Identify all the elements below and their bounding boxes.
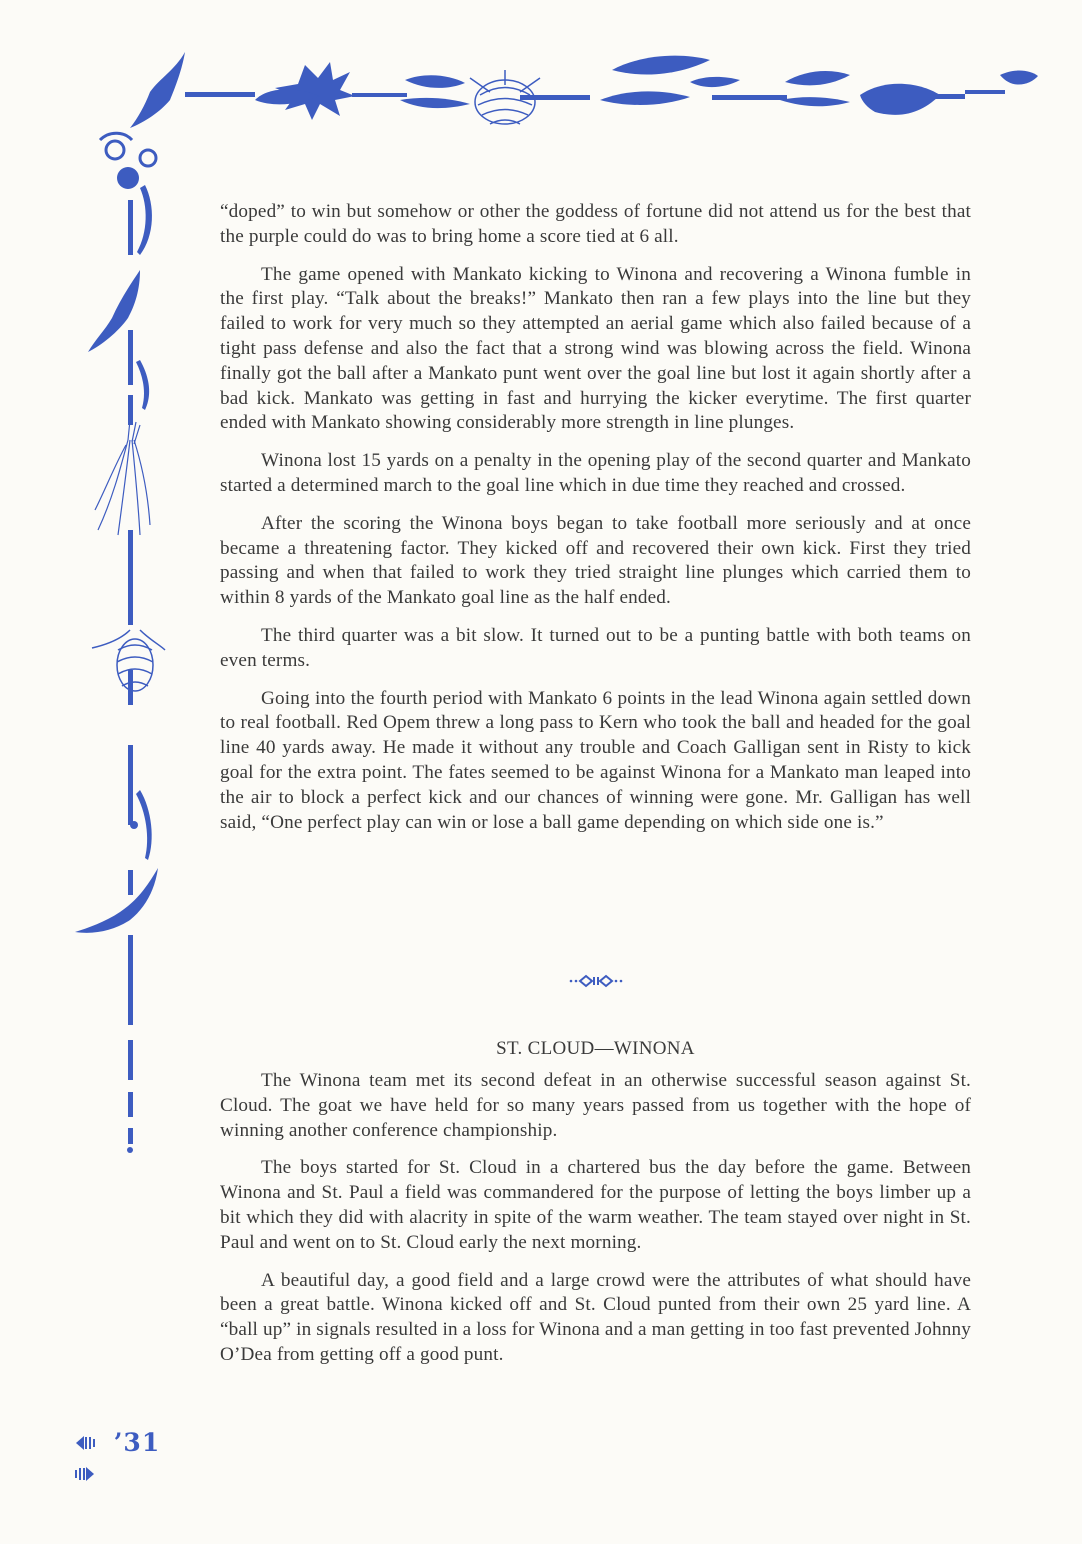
grass-tassel-icon [95, 420, 150, 535]
berry-cluster-icon [100, 133, 156, 189]
right-arrow-ornament-icon [74, 1464, 96, 1484]
top-border-line [185, 90, 1005, 100]
leaf-icon [600, 91, 690, 105]
paragraph: The Winona team met its second defeat in an otherwise successful season against St. Cloud. The goat we have held for so many years passed from us together with the hope of winning another conference championship. [220, 1070, 971, 1141]
page-footer [74, 1426, 194, 1460]
section-heading: ST. CLOUD—WINONA [496, 1038, 695, 1059]
paragraph: A beautiful day, a good field and a large crowd were the attributes of what should have been a great battle. Winona kicked off and St. Cloud punted from their own 25 yard line. A “ball up” in signals resulted in a loss for Winona and a man getting in too fast prevented Johnny O’Dea from getting off a good punt. [220, 1269, 971, 1365]
leaf-icon [612, 56, 710, 75]
left-border-line [127, 185, 152, 1153]
pine-cone-icon [92, 630, 165, 691]
leaf-icon [405, 75, 465, 88]
maple-leaf-icon [275, 62, 355, 120]
leaf-icon [255, 89, 320, 104]
year-mark: ’31 [113, 1428, 161, 1457]
paragraph: The boys started for St. Cloud in a chartered bus the day before the game. Between Winona and St. Paul a field was commandered for the purpose of letting the boys limber up a bit which they did with alacrity in spite of the warm weather. The team stayed over night in St. Paul and went on to St. Cloud early the next morning. [220, 1157, 971, 1253]
section-body [220, 1069, 971, 1381]
paragraph: Going into the fourth period with Mankato 6 points in the lead Winona again settled down to real football. Red Opem threw a long pass to Kern who took the ball and headed for the goal line 40 yards away. He made it without any trouble and Coach Galligan sent in Risty to kick goal for the extra point. The fates seemed to be against Winona for a Mankato man leaped into the air to block a perfect kick and our chances of winning were gone. Mr. Galligan has well said, “One perfect play can win or lose a ball game depending on which side one is.” [220, 687, 971, 833]
pine-cone-icon [470, 70, 540, 124]
leaf-icon [690, 77, 740, 87]
holly-leaf-icon [88, 270, 140, 352]
divider-ornament-icon [568, 972, 624, 990]
paragraph: The game opened with Mankato kicking to Winona and recovering a Winona fumble in the first play. “Talk about the breaks!” Mankato then ran a few plays into the line but they failed to work for very much so they attempted an aerial game which also failed because of a tight pass defense and also the fact that a strong wind was blowing across the field. Winona finally got the ball after a Mankato punt went over the goal line but lost it again shortly after a bad kick. Mankato was getting in fast and hurrying the kicker everytime. The first quarter ended with Mankato showing considerably more strength in line plunges. [220, 263, 971, 434]
leaf-icon [860, 84, 940, 115]
leaf-icon [780, 97, 850, 106]
paragraph: After the scoring the Winona boys began to take football more seriously and at once became a threatening factor. They kicked off and recovered their own kick. First they tried passing and when that failed to work they tried straight line plunges which carried them to within 8 yards of the Mankato goal line as the half ended. [220, 512, 971, 609]
leaf-icon [1000, 71, 1038, 85]
left-arrow-ornament-icon [74, 1433, 96, 1453]
holly-leaf-icon [130, 52, 185, 128]
leaf-icon [400, 98, 470, 108]
leaf-icon [785, 71, 850, 85]
holly-leaf-icon [75, 868, 158, 933]
story-continued [220, 200, 971, 848]
paragraph: The third quarter was a bit slow. It turned out to be a punting battle with both teams on even terms. [220, 624, 971, 671]
paragraph: “doped” to win but somehow or other the goddess of fortune did not attend us for the best that the purple could do was to bring home a score tied at 6 all. [220, 201, 971, 247]
paragraph: Winona lost 15 yards on a penalty in the opening play of the second quarter and Mankato started a determined march to the goal line which in due time they reached and crossed. [220, 450, 971, 496]
